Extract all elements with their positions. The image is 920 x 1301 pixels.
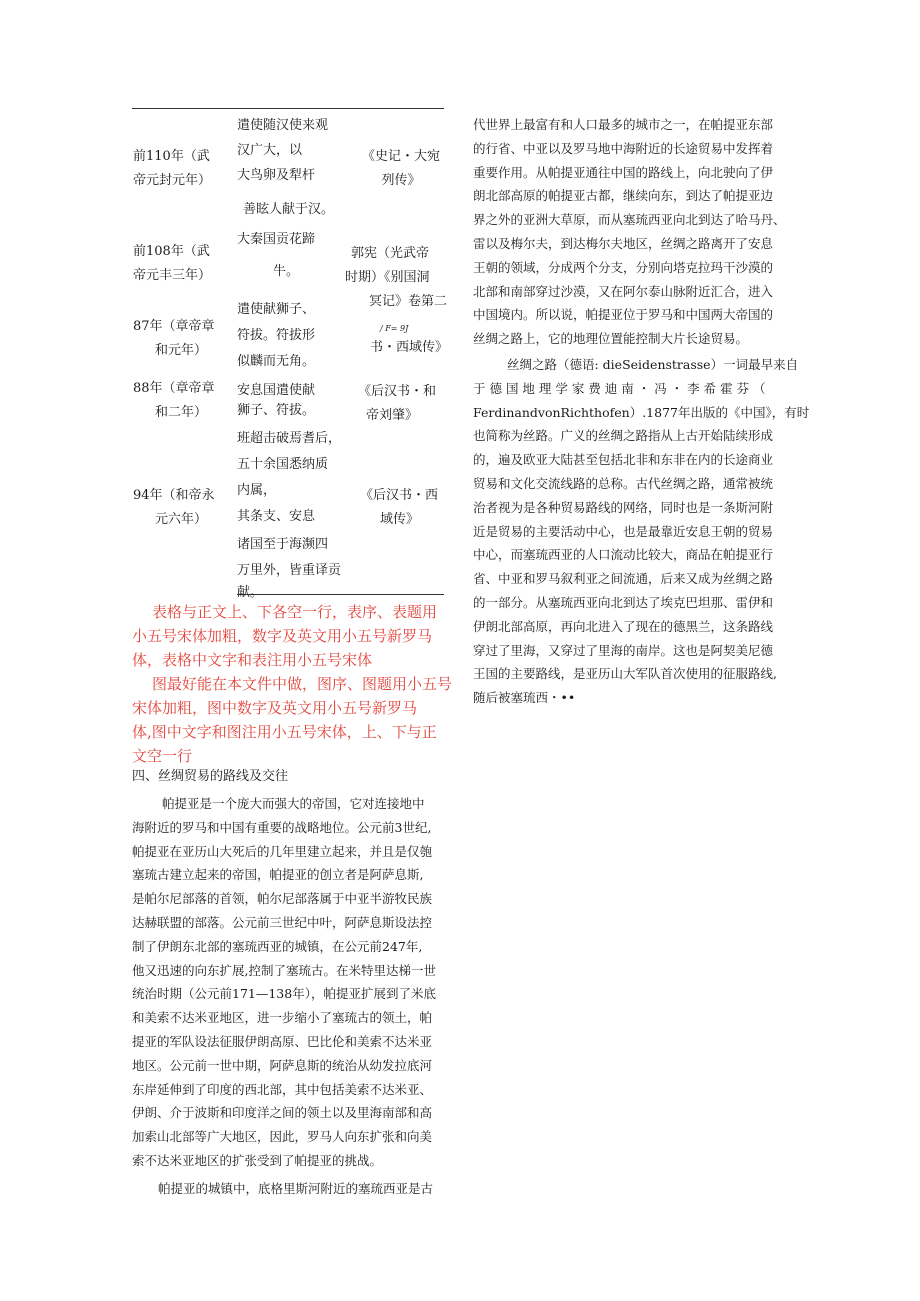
table-cell-date: 前108年（武 帝元丰三年） (133, 244, 212, 283)
figure-format-note: 图最好能在本文件中做，图序、图题用小五号 宋体加粗，图中数字及英文用小五号新罗马 体,图中文字和图注用小五号宋体，上、下与正 文空一行 (132, 675, 453, 765)
right-paragraph-2: 丝绸之路（德语: dieSeidenstrasse）一词最早来自 于 德 国 地 理 学 家 费 迪 南 ・ 冯 ・ 李 希 霍 芬 （ FerdinandvonRichthofen）.1877年出版的《中国》，有时 也简称为丝路。广义的丝绸之路指从上古开始陆续形成 的，遍及欧亚大陆甚至包括北非和东非在内的长途商业 贸易和文化交流线路的总称。古代丝绸之路，通常被统 治者视为是各种贸易路线的网络，同时也是一条斯河附 近是贸易的主要活动中心，也是最靠近安息王朝的贸易 中心，而塞琉西亚的人口流动比较大，商品在帕提亚行 省、中亚和罗马叙利亚之间流通，后来又成为丝绸之路 的一部分。从塞琉西亚向北到达了埃克巴坦那、雷伊和 伊朗北部高原，再向北进入了现在的德黑兰，这条路线 穿过了里海，又穿过了里海的南岸。这也是阿契美尼德 王国的主要路线，是亚历山大军队首次使用的征服路线, 随后被塞琉西・•• (473, 357, 810, 706)
table-cell-date: 88年（章帝章 和二年） (133, 381, 215, 420)
table-cell-source: 郭宪（光武帝 时期）《别国洞 冥记》卷第二 (345, 246, 448, 309)
table-cell-source: 《后汉书・和 帝刘肇》 (358, 384, 437, 423)
table-format-note: 表格与正文上、下各空一行，表序、表题用 小五号宋体加粗，数字及英文用小五号新罗马 体，表格中文字和表注用小五号宋体 (132, 603, 438, 669)
left-paragraph: 帕提亚是一个庞大而强大的帝国，它对连接地中 海附近的罗马和中国有重要的战略地位。公元前3世纪, 帕提亚在亚历山大死后的几年里建立起来，并且是仅匏 塞琉古建立起来的帝国，帕提亚的创立者是阿萨息斯, 是帕尔尼部落的首领，帕尔尼部落属于中亚半游牧民族 达赫联盟的部落。公元前三世纪中叶，阿萨息斯设法控 制了伊朗东北部的塞琉西亚的城镇，在公元前247年, 他又迅速的向东扩展,控制了塞琉古。在米特里达梯一世 统治时期（公元前171—138年），帕提亚扩展到了米底 和美索不达米亚地区，进一步缩小了塞琉古的领土，帕 提亚的军队设法征服伊朗高原、巴比伦和美索不达米亚 地区。公元前一世中期，阿萨息斯的统治从幼发拉底河 东岸延伸到了印度的西北部，其中包括美索不达米亚、 伊朗、介于波斯和印度洋之间的领土以及里海南部和高 加索山北部等广大地区，因此，罗马人向东扩张和向美 索不达米亚地区的扩张受到了帕提亚的挑战。 帕提亚的城镇中，底格里斯河附近的塞琉西亚是古 (132, 796, 436, 1196)
table-cell-date: 94年（和帝永 元六年） (133, 488, 215, 527)
table-cell-event: 大秦国贡花蹄 牛。 (237, 232, 316, 279)
table-cell-event: 安息国遣使献 狮子、符拔。 (237, 383, 316, 418)
section-heading: 四、丝绸贸易的路线及交往 (132, 769, 289, 784)
right-paragraph-1: 代世界上最富有和人口最多的城市之一，在帕提亚东部 的行省、中亚以及罗马地中海附近的长途贸易中发挥着 重要作用。从帕提亚通往中国的路线上，向北驶向了伊 朗北部高原的帕提亚古都，继续向东，到达了帕提亚边 界之外的亚洲大草原，而从塞琉西亚向北到达了哈马丹、 雷以及梅尔夫，到达梅尔夫地区，丝绸之路离开了安息 王朝的领域，分成两个分支，分别向塔克拉玛干沙漠的 北部和南部穿过沙漠，又在阿尔泰山脉附近汇合，进入 中国境内。所以说，帕提亚位于罗马和中国两大帝国的 丝绸之路上，它的地理位置能控制大片长途贸易。 (473, 117, 786, 347)
table-top-rule (132, 108, 444, 109)
table-cell-date: 前110年（武 帝元封元年） (133, 149, 212, 188)
table-cell-event: 遣使随汉使来观 汉广大，以 大鸟卵及犁杆 善眩人献于汉。 (237, 118, 335, 217)
table-cell-source: 《后汉书・西 域传》 (360, 488, 439, 527)
table-cell-source: / F= 9J 书・西域传》 (370, 324, 449, 355)
table-cell-event: 遣使献狮子、 符拔。符拔形 似麟而无角。 (237, 302, 316, 369)
table-cell-source: 《史记・大宛 列传》 (362, 149, 441, 188)
table-cell-event: 班超击破焉耆后， 五十余国悉纳质 内属， 其条支、安息 诸国至于海濒四 万里外，皆重译贡 献。 (237, 431, 342, 600)
table-cell-date: 87年（章帝章 和元年） (133, 319, 215, 358)
